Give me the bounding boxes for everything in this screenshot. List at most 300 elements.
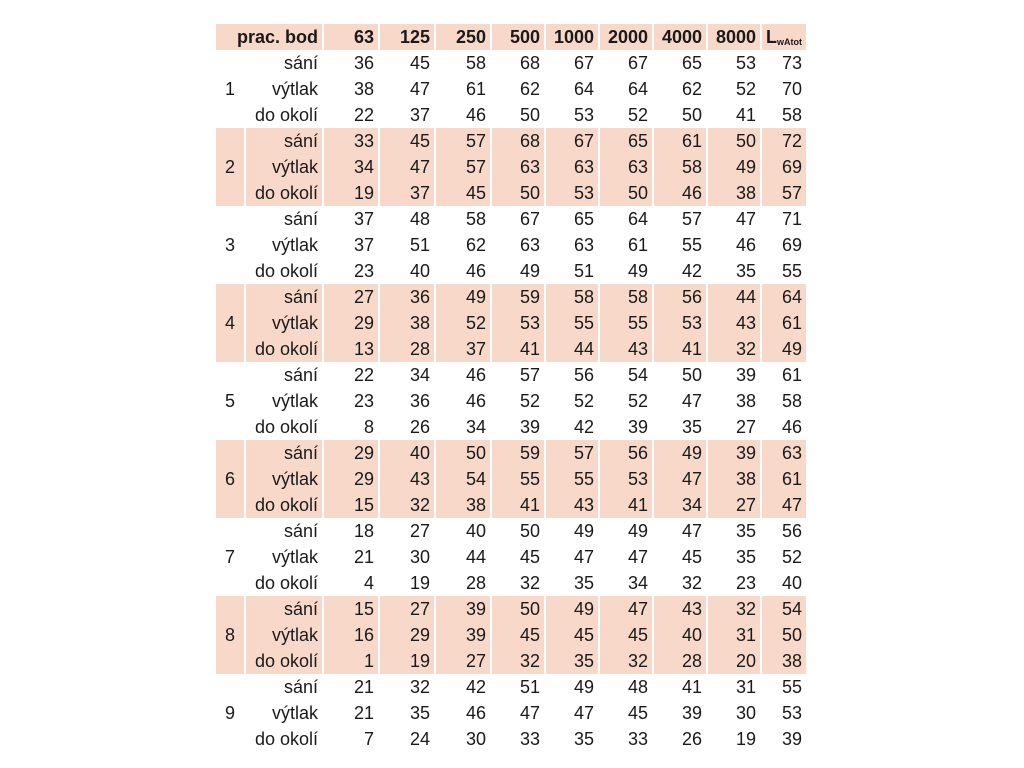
value-cell: 28	[681, 651, 702, 671]
value-cell: 30	[465, 729, 486, 749]
value-cell: 39	[465, 599, 486, 619]
value-cell: 34	[353, 157, 374, 177]
row-label: výtlak	[271, 391, 318, 411]
value-cell: 56	[573, 365, 594, 385]
value-cell: 30	[735, 703, 756, 723]
value-cell: 50	[519, 105, 540, 125]
table-row	[216, 180, 806, 206]
value-cell: 52	[519, 391, 540, 411]
total-cell: 50	[781, 625, 802, 645]
value-cell: 37	[409, 105, 430, 125]
row-label: sání	[283, 209, 318, 229]
row-label: do okolí	[254, 573, 318, 593]
group-block	[216, 674, 806, 752]
value-cell: 51	[409, 235, 430, 255]
table-row	[216, 232, 806, 258]
value-cell: 19	[735, 729, 756, 749]
value-cell: 32	[519, 651, 540, 671]
value-cell: 47	[681, 521, 702, 541]
value-cell: 8	[363, 417, 374, 437]
value-cell: 45	[409, 53, 430, 73]
value-cell: 45	[627, 625, 648, 645]
value-cell: 53	[681, 313, 702, 333]
row-label: sání	[283, 443, 318, 463]
value-cell: 41	[519, 339, 540, 359]
value-cell: 34	[465, 417, 486, 437]
value-cell: 32	[735, 339, 756, 359]
value-cell: 21	[353, 703, 374, 723]
value-cell: 56	[627, 443, 648, 463]
table-row	[216, 128, 806, 154]
value-cell: 40	[409, 443, 430, 463]
value-cell: 32	[409, 677, 430, 697]
value-cell: 49	[681, 443, 702, 463]
value-cell: 50	[627, 183, 648, 203]
value-cell: 32	[681, 573, 702, 593]
table-row	[216, 492, 806, 518]
value-cell: 31	[735, 625, 756, 645]
total-cell: 38	[781, 651, 802, 671]
value-cell: 52	[627, 105, 648, 125]
value-cell: 49	[735, 157, 756, 177]
value-cell: 67	[573, 53, 594, 73]
row-label: do okolí	[254, 183, 318, 203]
value-cell: 35	[735, 261, 756, 281]
value-cell: 33	[519, 729, 540, 749]
table-row	[216, 206, 806, 232]
header-freq: 63	[324, 24, 378, 50]
value-cell: 35	[409, 703, 430, 723]
value-cell: 47	[681, 469, 702, 489]
total-cell: 73	[781, 53, 802, 73]
value-cell: 56	[681, 287, 702, 307]
row-label: výtlak	[271, 469, 318, 489]
row-label: výtlak	[271, 313, 318, 333]
total-cell: 64	[781, 287, 802, 307]
table-row	[216, 76, 806, 102]
value-cell: 67	[573, 131, 594, 151]
value-cell: 19	[409, 573, 430, 593]
value-cell: 20	[735, 651, 756, 671]
value-cell: 23	[735, 573, 756, 593]
value-cell: 44	[465, 547, 486, 567]
value-cell: 39	[465, 625, 486, 645]
value-cell: 63	[627, 157, 648, 177]
total-cell: 69	[781, 235, 802, 255]
value-cell: 39	[735, 443, 756, 463]
value-cell: 41	[681, 339, 702, 359]
table-row	[216, 544, 806, 570]
value-cell: 38	[735, 183, 756, 203]
value-cell: 43	[573, 495, 594, 515]
total-cell: 49	[781, 339, 802, 359]
value-cell: 28	[465, 573, 486, 593]
value-cell: 18	[353, 521, 374, 541]
value-cell: 53	[627, 469, 648, 489]
value-cell: 21	[353, 547, 374, 567]
header-total-sub: wAtot	[777, 37, 802, 47]
total-cell: 58	[781, 105, 802, 125]
value-cell: 57	[465, 157, 486, 177]
table-row	[216, 362, 806, 388]
value-cell: 19	[409, 651, 430, 671]
value-cell: 57	[519, 365, 540, 385]
value-cell: 46	[465, 261, 486, 281]
value-cell: 39	[735, 365, 756, 385]
noise-table	[216, 24, 806, 752]
value-cell: 62	[465, 235, 486, 255]
total-cell: 56	[781, 521, 802, 541]
value-cell: 38	[409, 313, 430, 333]
value-cell: 35	[573, 573, 594, 593]
row-label: do okolí	[254, 417, 318, 437]
value-cell: 55	[519, 469, 540, 489]
value-cell: 61	[465, 79, 486, 99]
value-cell: 58	[627, 287, 648, 307]
table-row	[216, 388, 806, 414]
value-cell: 33	[353, 131, 374, 151]
value-cell: 15	[353, 599, 374, 619]
value-cell: 65	[573, 209, 594, 229]
value-cell: 16	[353, 625, 374, 645]
value-cell: 33	[627, 729, 648, 749]
value-cell: 36	[409, 287, 430, 307]
table-row	[216, 258, 806, 284]
value-cell: 43	[681, 599, 702, 619]
value-cell: 45	[465, 183, 486, 203]
value-cell: 61	[681, 131, 702, 151]
header-freq: 1000	[546, 24, 598, 50]
value-cell: 58	[465, 53, 486, 73]
value-cell: 53	[573, 183, 594, 203]
value-cell: 58	[465, 209, 486, 229]
value-cell: 41	[681, 677, 702, 697]
row-label: do okolí	[254, 339, 318, 359]
group-number: 4	[224, 313, 235, 333]
row-label: do okolí	[254, 495, 318, 515]
total-cell: 46	[781, 417, 802, 437]
value-cell: 46	[465, 391, 486, 411]
value-cell: 43	[409, 469, 430, 489]
value-cell: 52	[465, 313, 486, 333]
total-cell: 63	[781, 443, 802, 463]
value-cell: 50	[681, 365, 702, 385]
total-cell: 61	[781, 313, 802, 333]
row-label: do okolí	[254, 651, 318, 671]
value-cell: 46	[465, 703, 486, 723]
group-number: 1	[224, 79, 235, 99]
value-cell: 50	[735, 131, 756, 151]
value-cell: 47	[409, 157, 430, 177]
total-cell: 47	[781, 495, 802, 515]
value-cell: 55	[681, 235, 702, 255]
group-number: 8	[224, 625, 235, 645]
group-block	[216, 128, 806, 206]
value-cell: 13	[353, 339, 374, 359]
value-cell: 23	[353, 261, 374, 281]
value-cell: 26	[681, 729, 702, 749]
value-cell: 21	[353, 677, 374, 697]
value-cell: 27	[465, 651, 486, 671]
value-cell: 38	[465, 495, 486, 515]
value-cell: 49	[627, 521, 648, 541]
value-cell: 58	[573, 287, 594, 307]
value-cell: 55	[573, 313, 594, 333]
table-row	[216, 414, 806, 440]
total-cell: 55	[781, 677, 802, 697]
value-cell: 22	[353, 105, 374, 125]
header-total-main: L	[766, 27, 777, 47]
value-cell: 35	[573, 651, 594, 671]
header-freq: 2000	[600, 24, 652, 50]
total-cell: 54	[781, 599, 802, 619]
value-cell: 64	[627, 209, 648, 229]
value-cell: 46	[681, 183, 702, 203]
header-freq: 125	[380, 24, 434, 50]
value-cell: 48	[627, 677, 648, 697]
group-number: 6	[224, 469, 235, 489]
value-cell: 40	[681, 625, 702, 645]
value-cell: 32	[627, 651, 648, 671]
value-cell: 39	[519, 417, 540, 437]
value-cell: 51	[573, 261, 594, 281]
value-cell: 49	[627, 261, 648, 281]
value-cell: 63	[573, 235, 594, 255]
value-cell: 51	[519, 677, 540, 697]
value-cell: 46	[465, 365, 486, 385]
value-cell: 62	[681, 79, 702, 99]
value-cell: 27	[409, 599, 430, 619]
table-row	[216, 284, 806, 310]
value-cell: 53	[573, 105, 594, 125]
value-cell: 38	[735, 469, 756, 489]
table-row	[216, 726, 806, 752]
value-cell: 47	[573, 547, 594, 567]
value-cell: 41	[627, 495, 648, 515]
value-cell: 43	[627, 339, 648, 359]
value-cell: 38	[735, 391, 756, 411]
value-cell: 50	[519, 183, 540, 203]
table-row	[216, 440, 806, 466]
value-cell: 49	[465, 287, 486, 307]
value-cell: 52	[735, 79, 756, 99]
group-number: 3	[224, 235, 235, 255]
value-cell: 35	[735, 547, 756, 567]
table-row	[216, 466, 806, 492]
table-row	[216, 622, 806, 648]
row-label: do okolí	[254, 729, 318, 749]
header-freq: 8000	[708, 24, 760, 50]
header-row	[216, 24, 806, 50]
value-cell: 35	[573, 729, 594, 749]
table-row	[216, 674, 806, 700]
value-cell: 37	[465, 339, 486, 359]
value-cell: 53	[519, 313, 540, 333]
value-cell: 47	[735, 209, 756, 229]
group-block	[216, 518, 806, 596]
value-cell: 53	[735, 53, 756, 73]
value-cell: 45	[519, 547, 540, 567]
value-cell: 27	[353, 287, 374, 307]
value-cell: 7	[363, 729, 374, 749]
group-block	[216, 596, 806, 674]
row-label: výtlak	[271, 625, 318, 645]
value-cell: 46	[735, 235, 756, 255]
value-cell: 28	[409, 339, 430, 359]
value-cell: 1	[363, 651, 374, 671]
value-cell: 43	[735, 313, 756, 333]
value-cell: 47	[627, 599, 648, 619]
value-cell: 42	[573, 417, 594, 437]
total-cell: 61	[781, 365, 802, 385]
value-cell: 65	[627, 131, 648, 151]
group-block	[216, 284, 806, 362]
total-cell: 57	[781, 183, 802, 203]
value-cell: 45	[519, 625, 540, 645]
value-cell: 67	[519, 209, 540, 229]
group-block	[216, 206, 806, 284]
value-cell: 40	[409, 261, 430, 281]
table-row	[216, 700, 806, 726]
table-body	[216, 50, 806, 752]
row-label: sání	[283, 53, 318, 73]
total-cell: 71	[781, 209, 802, 229]
value-cell: 54	[627, 365, 648, 385]
value-cell: 65	[681, 53, 702, 73]
value-cell: 24	[409, 729, 430, 749]
total-cell: 69	[781, 157, 802, 177]
header-freq: 4000	[654, 24, 706, 50]
value-cell: 45	[681, 547, 702, 567]
value-cell: 37	[353, 235, 374, 255]
value-cell: 37	[353, 209, 374, 229]
table-row	[216, 596, 806, 622]
value-cell: 58	[681, 157, 702, 177]
value-cell: 39	[681, 703, 702, 723]
total-cell: 53	[781, 703, 802, 723]
table-row	[216, 518, 806, 544]
value-cell: 34	[681, 495, 702, 515]
row-label: sání	[283, 287, 318, 307]
value-cell: 63	[519, 235, 540, 255]
total-cell: 70	[781, 79, 802, 99]
row-label: výtlak	[271, 703, 318, 723]
value-cell: 15	[353, 495, 374, 515]
value-cell: 63	[519, 157, 540, 177]
value-cell: 47	[627, 547, 648, 567]
value-cell: 41	[735, 105, 756, 125]
value-cell: 52	[573, 391, 594, 411]
value-cell: 29	[353, 313, 374, 333]
value-cell: 35	[735, 521, 756, 541]
value-cell: 37	[409, 183, 430, 203]
value-cell: 67	[627, 53, 648, 73]
table-row	[216, 154, 806, 180]
value-cell: 22	[353, 365, 374, 385]
header-freq: 250	[436, 24, 490, 50]
value-cell: 34	[409, 365, 430, 385]
value-cell: 63	[573, 157, 594, 177]
value-cell: 32	[519, 573, 540, 593]
group-block	[216, 440, 806, 518]
value-cell: 57	[465, 131, 486, 151]
value-cell: 27	[735, 417, 756, 437]
value-cell: 49	[573, 521, 594, 541]
value-cell: 59	[519, 287, 540, 307]
row-label: výtlak	[271, 547, 318, 567]
value-cell: 64	[627, 79, 648, 99]
row-label: do okolí	[254, 105, 318, 125]
header-label: prac. bod	[216, 24, 322, 50]
table-row	[216, 336, 806, 362]
group-block	[216, 362, 806, 440]
value-cell: 29	[353, 443, 374, 463]
value-cell: 32	[409, 495, 430, 515]
row-label: sání	[283, 131, 318, 151]
value-cell: 62	[519, 79, 540, 99]
value-cell: 57	[681, 209, 702, 229]
value-cell: 4	[363, 573, 374, 593]
value-cell: 26	[409, 417, 430, 437]
value-cell: 55	[573, 469, 594, 489]
value-cell: 57	[573, 443, 594, 463]
row-label: výtlak	[271, 79, 318, 99]
value-cell: 31	[735, 677, 756, 697]
value-cell: 48	[409, 209, 430, 229]
value-cell: 59	[519, 443, 540, 463]
value-cell: 41	[519, 495, 540, 515]
value-cell: 27	[735, 495, 756, 515]
header-total	[762, 24, 806, 50]
value-cell: 39	[627, 417, 648, 437]
group-number: 5	[224, 391, 235, 411]
total-cell: 52	[781, 547, 802, 567]
total-cell: 58	[781, 391, 802, 411]
total-cell: 40	[781, 573, 802, 593]
value-cell: 52	[627, 391, 648, 411]
value-cell: 61	[627, 235, 648, 255]
value-cell: 50	[519, 521, 540, 541]
group-number: 2	[224, 157, 235, 177]
group-block	[216, 50, 806, 128]
value-cell: 49	[519, 261, 540, 281]
value-cell: 50	[681, 105, 702, 125]
value-cell: 27	[409, 521, 430, 541]
row-label: výtlak	[271, 235, 318, 255]
row-label: sání	[283, 521, 318, 541]
total-cell: 55	[781, 261, 802, 281]
value-cell: 49	[573, 599, 594, 619]
value-cell: 29	[353, 469, 374, 489]
group-number: 7	[224, 547, 235, 567]
table-row	[216, 648, 806, 674]
value-cell: 32	[735, 599, 756, 619]
value-cell: 44	[735, 287, 756, 307]
value-cell: 46	[465, 105, 486, 125]
table-row	[216, 50, 806, 76]
row-label: sání	[283, 599, 318, 619]
value-cell: 64	[573, 79, 594, 99]
value-cell: 68	[519, 131, 540, 151]
value-cell: 45	[627, 703, 648, 723]
value-cell: 44	[573, 339, 594, 359]
group-number: 9	[224, 703, 235, 723]
value-cell: 38	[353, 79, 374, 99]
header-freq: 500	[492, 24, 544, 50]
value-cell: 45	[573, 625, 594, 645]
value-cell: 54	[465, 469, 486, 489]
total-cell: 61	[781, 469, 802, 489]
